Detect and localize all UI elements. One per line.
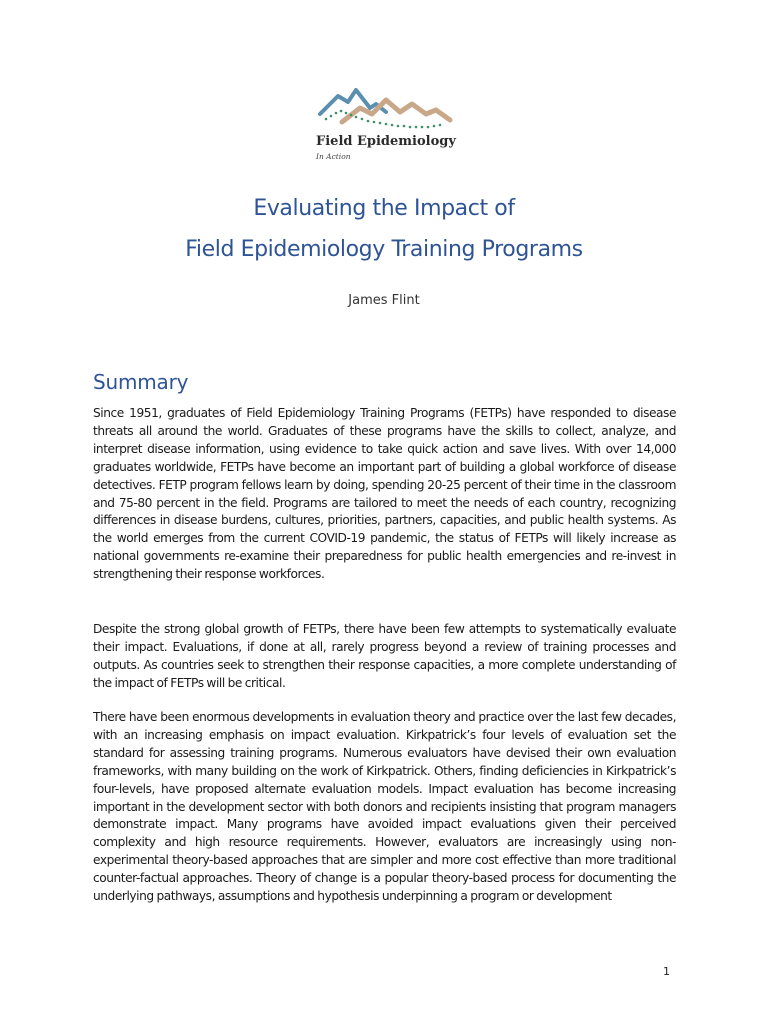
logo-tagline: In Action [316,152,351,161]
author-name: James Flint [348,293,420,308]
summary-paragraph-1: Since 1951, graduates of Field Epidemiology Training Programs (FETPs) have responded to disease threats all around the world. Graduates of these programs have the skills to collect, analyze, and interpret disease information, using evidence to take quick action and save lives. With over 14,000 graduates worldwide, FETPs have become an important part of building a global workforce of disease detectives. FETP program fellows learn by doing, spending 20-25 percent of their time in the classroom and 75-80 percent in the field. Programs are tailored to meet the needs of each country, recognizing differences in disease burdens, cultures, priorities, partners, capacities, and public health systems. As the world emerges from the current COVID-19 pandemic, the status of FETPs will likely increase as national governments re-examine their preparedness for public health emergencies and re-invest in strengthening their response workforces. [93,406,676,582]
summary-paragraph-3: There have been enormous developments in evaluation theory and practice over the last few decades, with an increasing emphasis on impact evaluation. Kirkpatrick’s four levels of evaluation set the standard for assessing training programs. Numerous evaluators have devised their own evaluation frameworks, with many building on the work of Kirkpatrick. Others, finding deficiencies in Kirkpatrick’s four-levels, have proposed alternate evaluation models. Impact evaluation has become increasing important in the development sector with both donors and recipients insisting that program managers demonstrate impact. Many programs have avoided impact evaluations given their perceived complexity and high resource requirements. However, evaluators are increasingly using non-experimental theory-based approaches that are simpler and more cost effective than more traditional counter-factual approaches. Theory of change is a popular theory-based process for documenting the underlying pathways, assumptions and hypothesis underpinning a program or development [93,710,676,904]
field-epidemiology-logo [310,86,460,166]
mountain-logo-icon [316,86,454,132]
section-heading-summary: Summary [93,370,189,394]
page-number: 1 [663,965,670,978]
logo-name: Field Epidemiology [316,134,456,149]
summary-paragraph-2: Despite the strong global growth of FETPs, there have been few attempts to systematically evaluate their impact. Evaluations, if done at all, rarely progress beyond a review of training processes and outputs. As countries seek to strengthen their response capacities, a more complete understanding of the impact of FETPs will be critical. [93,622,676,690]
document-title-line-1: Evaluating the Impact of [253,196,515,221]
document-title-line-2: Field Epidemiology Training Programs [185,237,583,262]
